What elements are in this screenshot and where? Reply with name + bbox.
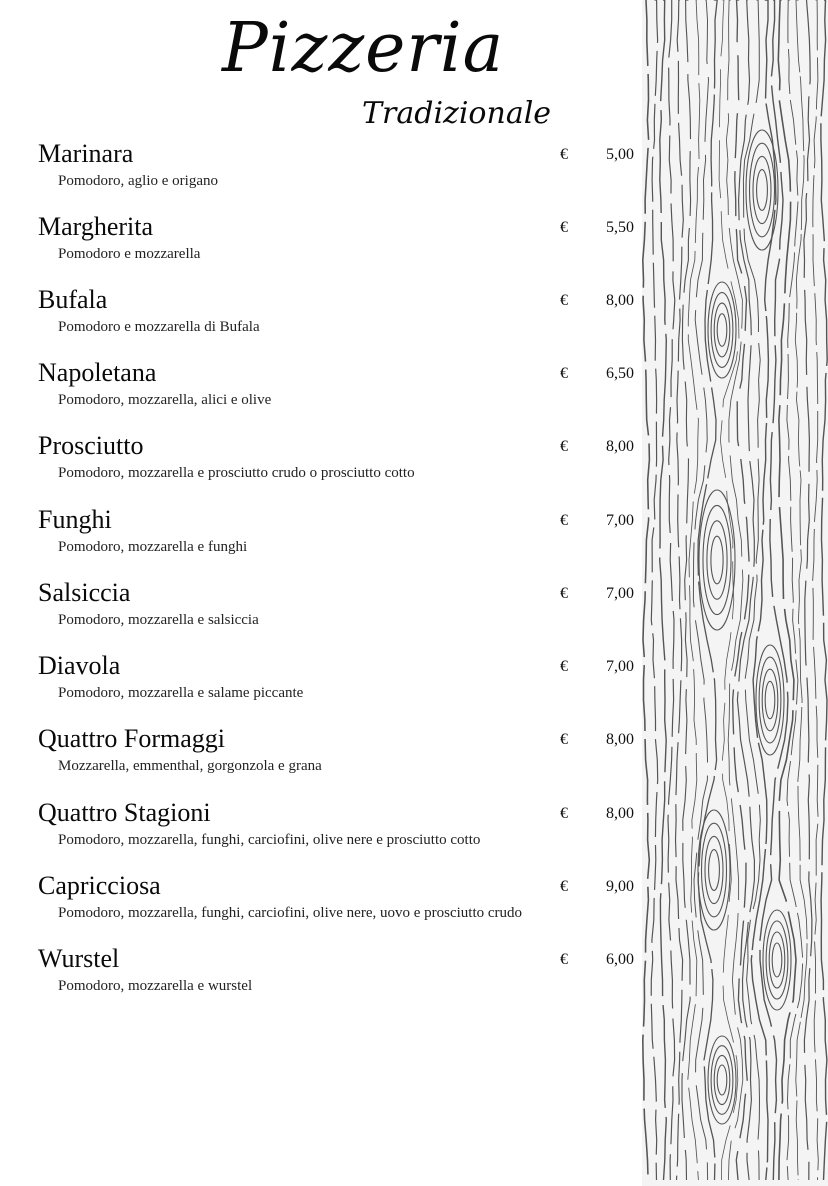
menu-item-price: 7,00 bbox=[606, 585, 634, 602]
menu-item bbox=[0, 280, 640, 353]
menu-item-name: Wurstel bbox=[38, 944, 120, 973]
menu-item-description: Pomodoro, mozzarella e wurstel bbox=[58, 978, 253, 994]
page-title: Pizzeria bbox=[222, 9, 505, 88]
menu-item-currency: € bbox=[560, 731, 568, 748]
menu-item-currency: € bbox=[560, 292, 568, 309]
menu-item-name: Margherita bbox=[38, 212, 154, 241]
menu-item-description: Pomodoro, mozzarella e funghi bbox=[58, 539, 248, 555]
menu-item-currency: € bbox=[560, 805, 568, 822]
menu-item-price: 8,00 bbox=[606, 731, 634, 748]
menu-item bbox=[0, 939, 640, 1012]
menu-item-price: 9,00 bbox=[606, 878, 634, 895]
menu-item-name: Quattro Stagioni bbox=[38, 798, 211, 827]
menu-item-price: 6,50 bbox=[606, 365, 634, 382]
menu-item-price: 7,00 bbox=[606, 658, 634, 675]
menu-item-name: Capricciosa bbox=[38, 871, 161, 900]
menu-item-currency: € bbox=[560, 658, 568, 675]
menu-item bbox=[0, 646, 640, 719]
menu-item-currency: € bbox=[560, 146, 568, 163]
menu-item-currency: € bbox=[560, 438, 568, 455]
menu-item-price: 6,00 bbox=[606, 951, 634, 968]
menu-item bbox=[0, 719, 640, 792]
menu-item-name: Prosciutto bbox=[38, 431, 144, 460]
menu-item bbox=[0, 134, 640, 207]
woodgrain-border-decoration bbox=[642, 0, 828, 1186]
menu-item-price: 8,00 bbox=[606, 438, 634, 455]
menu-item-description: Pomodoro, mozzarella, alici e olive bbox=[58, 392, 272, 408]
menu-item-description: Mozzarella, emmenthal, gorgonzola e grana bbox=[58, 758, 322, 774]
menu-item-price: 8,00 bbox=[606, 805, 634, 822]
menu-item-name: Diavola bbox=[38, 651, 121, 680]
menu-item-description: Pomodoro, mozzarella, funghi, carciofini, olive nere e prosciutto cotto bbox=[58, 832, 481, 848]
menu-item-currency: € bbox=[560, 365, 568, 382]
menu-item bbox=[0, 500, 640, 573]
menu-item-currency: € bbox=[560, 219, 568, 236]
menu-item-price: 5,50 bbox=[606, 219, 634, 236]
menu-item bbox=[0, 793, 640, 866]
menu-item-name: Funghi bbox=[38, 505, 112, 534]
menu-item-description: Pomodoro e mozzarella di Bufala bbox=[58, 319, 260, 335]
menu-item bbox=[0, 426, 640, 499]
menu-item-currency: € bbox=[560, 951, 568, 968]
menu-item-currency: € bbox=[560, 512, 568, 529]
woodgrain-illustration bbox=[642, 0, 828, 1186]
menu-item-currency: € bbox=[560, 585, 568, 602]
menu-item-name: Napoletana bbox=[38, 358, 157, 387]
menu-item-description: Pomodoro, mozzarella e prosciutto crudo o prosciutto cotto bbox=[58, 465, 415, 481]
menu-item-price: 5,00 bbox=[606, 146, 634, 163]
menu-item bbox=[0, 353, 640, 426]
menu-item-price: 7,00 bbox=[606, 512, 634, 529]
menu-item-name: Quattro Formaggi bbox=[38, 724, 226, 753]
menu-item-description: Pomodoro, mozzarella e salame piccante bbox=[58, 685, 304, 701]
menu-item-description: Pomodoro, mozzarella e salsiccia bbox=[58, 612, 259, 628]
menu-item-description: Pomodoro, mozzarella, funghi, carciofini, olive nere, uovo e prosciutto crudo bbox=[58, 905, 523, 921]
menu-item-price: 8,00 bbox=[606, 292, 634, 309]
menu-item bbox=[0, 207, 640, 280]
menu-item bbox=[0, 866, 640, 939]
menu-item-description: Pomodoro, aglio e origano bbox=[58, 173, 218, 189]
page-subtitle: Tradizionale bbox=[362, 96, 552, 131]
menu-item-name: Marinara bbox=[38, 139, 134, 168]
menu-item bbox=[0, 573, 640, 646]
title-block bbox=[0, 0, 640, 140]
menu-item-currency: € bbox=[560, 878, 568, 895]
menu-item-name: Bufala bbox=[38, 285, 108, 314]
menu-item-name: Salsiccia bbox=[38, 578, 131, 607]
menu-item-description: Pomodoro e mozzarella bbox=[58, 246, 201, 262]
